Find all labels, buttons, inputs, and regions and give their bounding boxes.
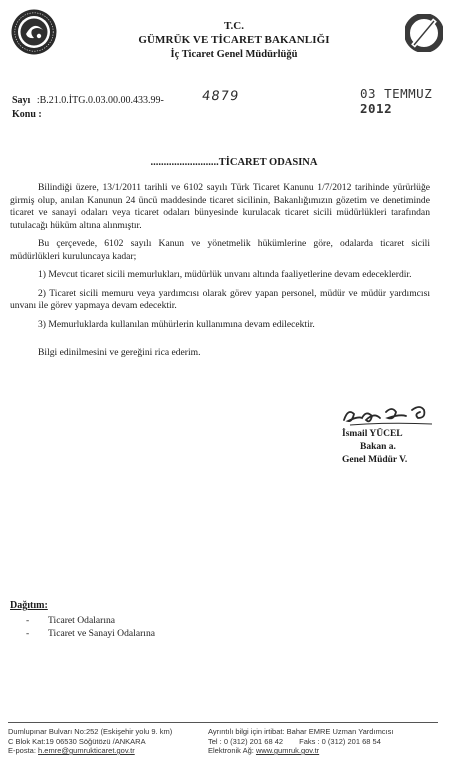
handwritten-document-number: 4879	[200, 89, 241, 104]
letter-body	[10, 182, 430, 366]
footer-email-label: E-posta:	[8, 746, 36, 755]
signer-block	[342, 428, 407, 467]
distribution-list	[26, 614, 155, 640]
footer-web-label: Elektronik Ağ:	[208, 746, 254, 755]
footer-divider	[8, 722, 438, 723]
letterhead	[0, 20, 468, 61]
footer-email-link[interactable]: h.emre@gumrukticaret.gov.tr	[38, 746, 135, 755]
footer-web-link[interactable]: www.gumruk.gov.tr	[255, 746, 320, 755]
sayi-value: :B.21.0.İTG.0.03.00.00.433.99-	[36, 95, 164, 106]
distribution-title: Dağıtım:	[10, 600, 48, 611]
addressee: ..........................TİCARET ODASINA	[150, 157, 318, 168]
reference-line	[12, 95, 164, 106]
signer-title-2: Genel Müdür V.	[342, 455, 408, 465]
header-directorate: İç Ticaret Genel Müdürlüğü	[170, 48, 298, 60]
sayi-label: Sayı	[12, 95, 31, 106]
date-stamp-year: 2012	[360, 101, 393, 116]
list-item-2: 2) Ticaret sicili memuru veya yardımcısı olarak görev yapan personel, müdür ve müdür yardımcısı unvanı ile görev yapmaya devam edecektir.	[10, 287, 430, 311]
paragraph-1: Bilindiği üzere, 13/1/2011 tarihli ve 6102 sayılı Türk Ticaret Kanunu 1/7/2012 tarihinde yürürlüğe girmiş olup, anılan Kanunun 24 üncü maddesinde ticaret sicilinin, Bakanlığımızın gözetim ve denetiminde ticaret ve sanayi odaları veya ticaret odaları bünyesinde kurulacak ticaret sicili müdürlükleri tarafından tutulacağı hüküm altına alınmıştır.	[10, 182, 430, 231]
footer-address-line-1: Dumlupınar Bulvarı No:252 (Eskişehir yolu 9. km)	[8, 727, 173, 736]
handwritten-signature	[340, 402, 440, 428]
footer-phone: Tel : 0 (312) 201 68 42	[208, 736, 284, 746]
footer-address-line-2: C Blok Kat:19 06530 Söğütözü /ANKARA	[8, 736, 146, 746]
closing-sentence: Bilgi edinilmesini ve gereğini rica ederim.	[38, 347, 201, 358]
distribution-item: - Ticaret ve Sanayi Odalarına	[26, 627, 155, 640]
signer-title-1: Bakan a.	[360, 442, 396, 452]
footer-contact-person: Ayrıntılı bilgi için irtibat: Bahar EMRE Uzman Yardımcısı	[208, 727, 394, 736]
distribution-item: - Ticaret Odalarına	[26, 614, 155, 627]
konu-label: Konu :	[12, 109, 42, 120]
footer-address	[8, 727, 172, 756]
signer-name: İsmail YÜCEL	[342, 429, 403, 439]
footer-fax: Faks : 0 (312) 201 68 54	[299, 736, 381, 746]
list-item-3: 3) Memurluklarda kullanılan mühürlerin kullanımına devam edilecektir.	[38, 318, 315, 330]
date-stamp-day-month: 03 TEMMUZ	[360, 86, 433, 101]
header-tc: T.C.	[224, 20, 244, 32]
paragraph-2: Bu çerçevede, 6102 sayılı Kanun ve yönetmelik hükümlerine göre, odalarda ticaret sicili müdürlükleri kuruluncaya kadar;	[10, 238, 430, 262]
header-ministry: GÜMRÜK VE TİCARET BAKANLIĞI	[138, 33, 330, 46]
date-stamp	[360, 86, 468, 116]
list-item-1: 1) Mevcut ticaret sicili memurlukları, müdürlük unvanı altında faaliyetlerine devam edeceklerdir.	[38, 269, 412, 280]
footer-contact	[208, 727, 393, 756]
